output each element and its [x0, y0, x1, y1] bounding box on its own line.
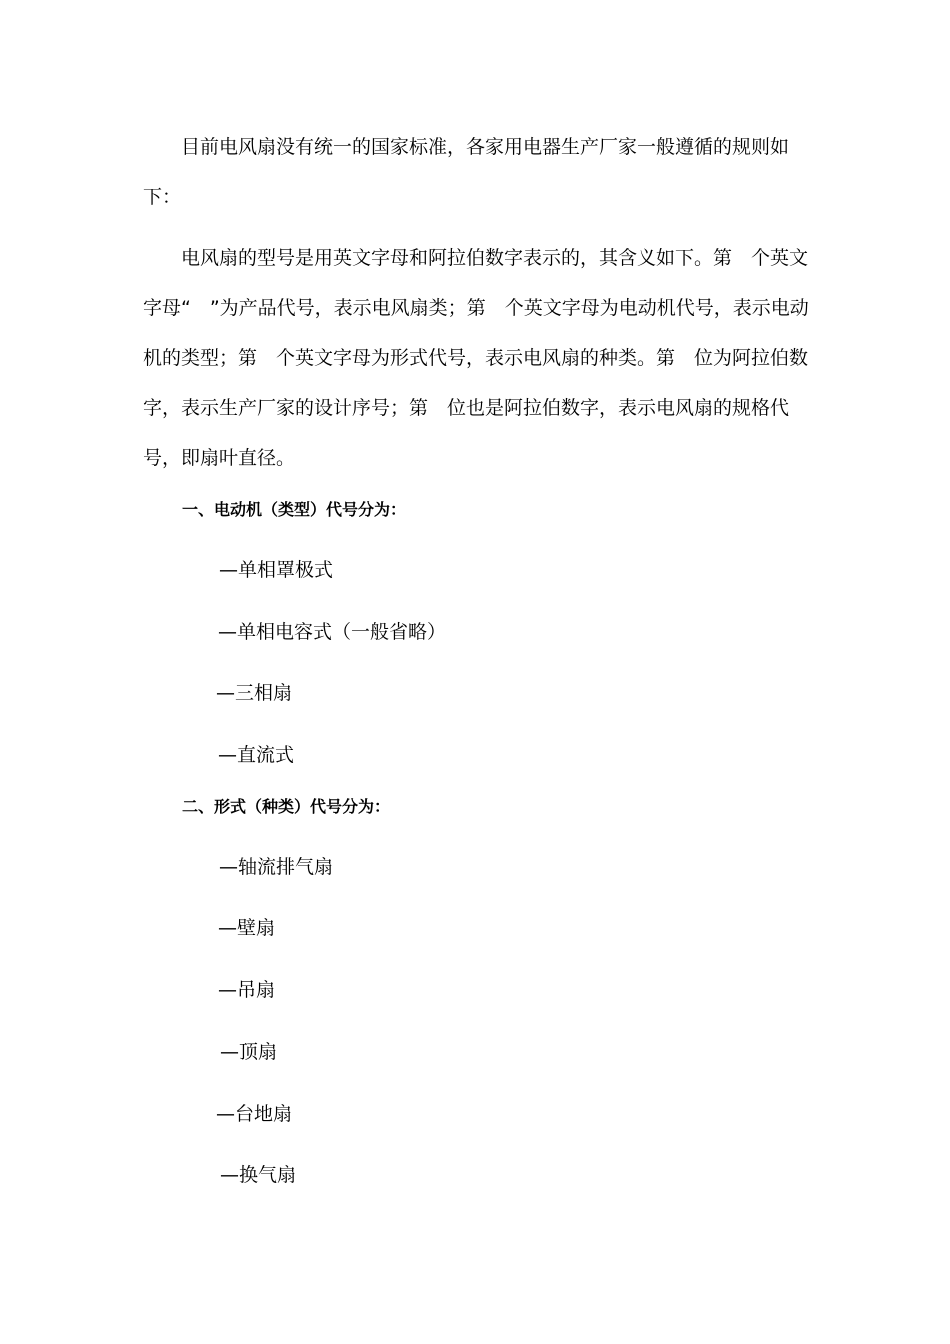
form-type-item: —吊扇 — [218, 979, 276, 1001]
form-type-item: —换气扇 — [220, 1164, 297, 1186]
motor-type-heading: 一、电动机（类型）代号分为： — [182, 500, 407, 519]
intro-paragraph: 目前电风扇没有统一的国家标准，各家用电器生产厂家一般遵循的规则如下： — [143, 136, 790, 208]
form-type-item: —壁扇 — [218, 917, 276, 939]
motor-type-item: —直流式 — [218, 744, 295, 766]
form-type-heading: 二、形式（种类）代号分为： — [182, 797, 391, 816]
motor-type-item: —单相电容式（一般省略） — [218, 621, 447, 643]
motor-type-item: —三相扇 — [216, 682, 293, 704]
form-type-item: —轴流排气扇 — [219, 856, 334, 878]
motor-type-item: —单相罩极式 — [219, 559, 334, 581]
model-explanation-paragraph: 电风扇的型号是用英文字母和阿拉伯数字表示的，其含义如下。第 个英文字母“ ”为产品代号，表示电风扇类；第 个英文字母为电动机代号，表示电动机的类型；第 个英文字母为形式代号，表示电风扇的种类。第 位为阿拉伯数字，表示生产厂家的设计序号；第 位也是阿拉伯数字，表示电风扇的规格代号，即扇叶直径。 — [143, 247, 809, 469]
form-type-item: —顶扇 — [220, 1041, 278, 1063]
form-type-item: —台地扇 — [216, 1103, 293, 1125]
